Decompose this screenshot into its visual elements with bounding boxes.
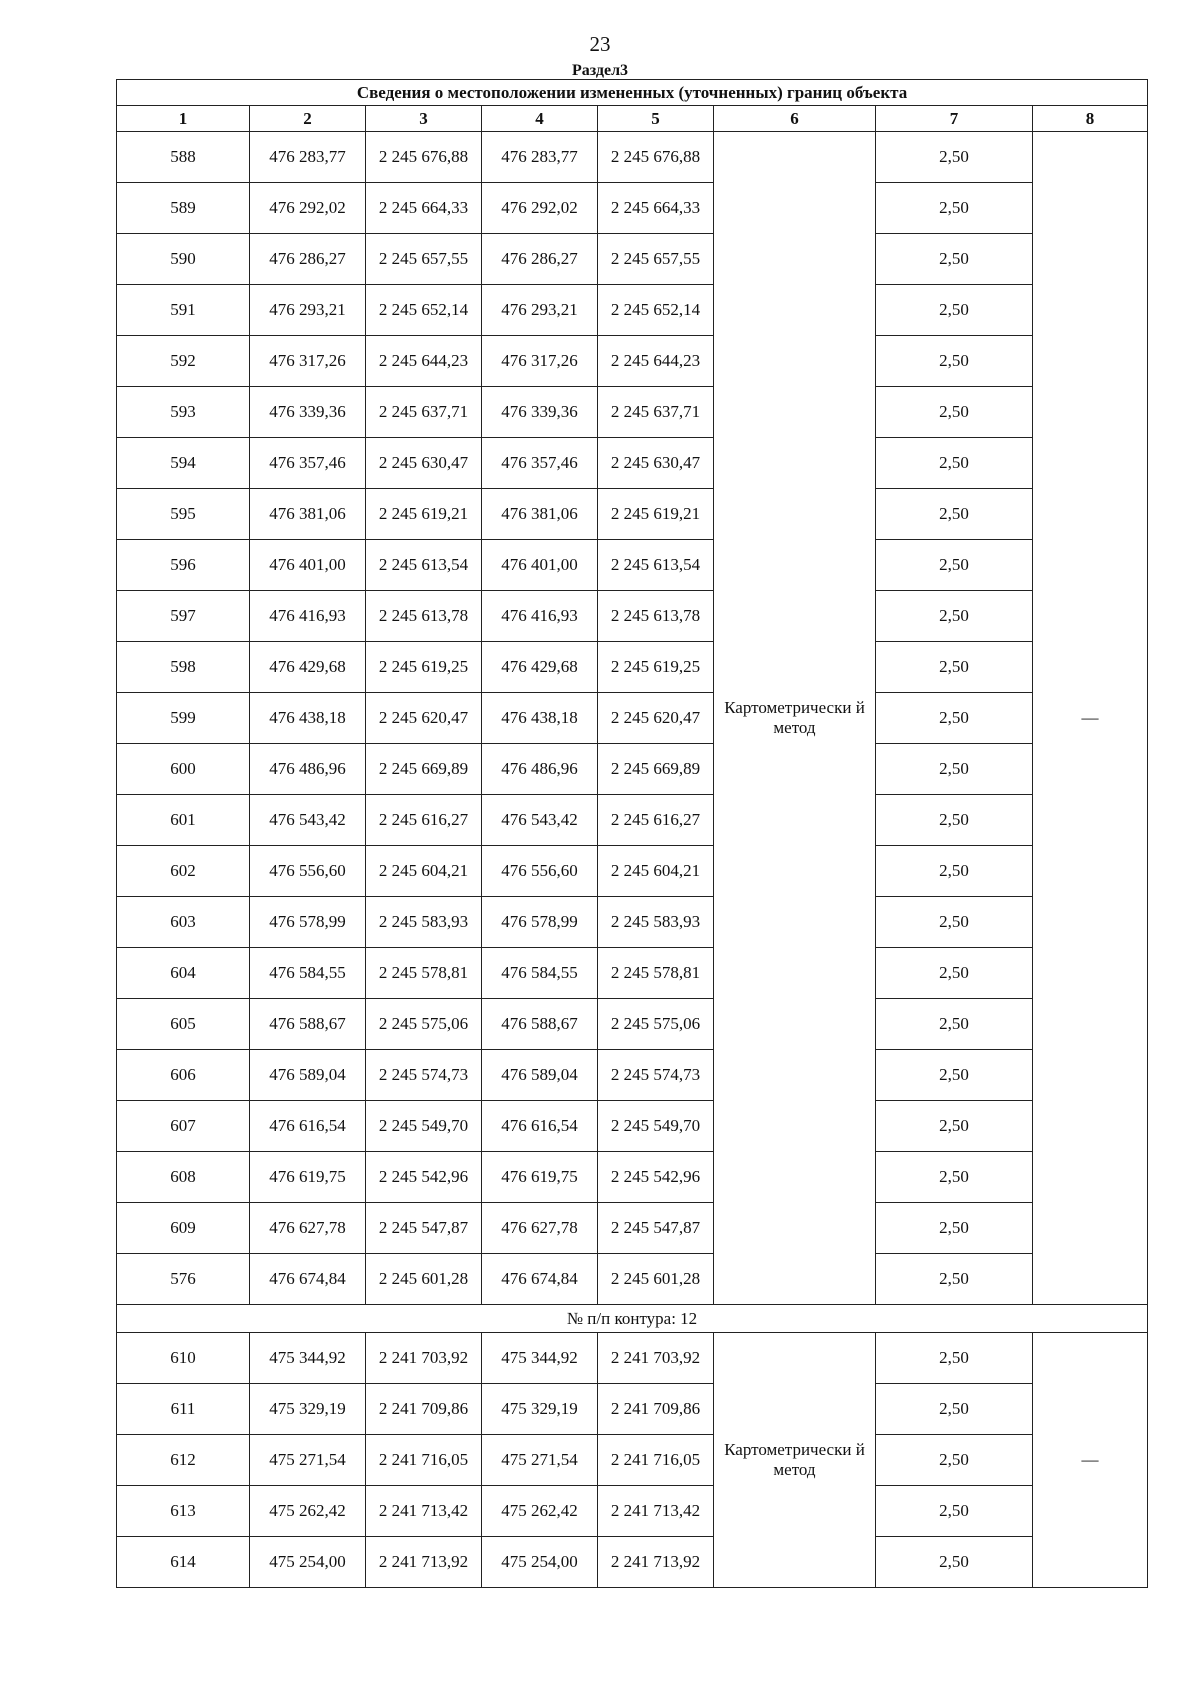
- contour-label: № п/п контура: 12: [117, 1305, 1148, 1333]
- table-row: [117, 132, 1148, 183]
- method-cell: Картометрически й метод: [714, 1333, 876, 1588]
- y-new-cell: 2 245 620,47: [598, 693, 714, 744]
- x-old-cell: 476 292,02: [250, 183, 366, 234]
- x-old-cell: 476 416,93: [250, 591, 366, 642]
- point-number-cell: 608: [117, 1152, 250, 1203]
- x-old-cell: 476 589,04: [250, 1050, 366, 1101]
- column-number: 5: [598, 106, 714, 132]
- y-new-cell: 2 245 669,89: [598, 744, 714, 795]
- table-row: [117, 897, 1148, 948]
- x-old-cell: 475 344,92: [250, 1333, 366, 1384]
- accuracy-cell: 2,50: [876, 1333, 1033, 1384]
- x-new-cell: 475 271,54: [482, 1435, 598, 1486]
- x-old-cell: 476 616,54: [250, 1101, 366, 1152]
- accuracy-cell: 2,50: [876, 1384, 1033, 1435]
- y-new-cell: 2 245 604,21: [598, 846, 714, 897]
- y-old-cell: 2 241 709,86: [366, 1384, 482, 1435]
- accuracy-cell: 2,50: [876, 642, 1033, 693]
- y-old-cell: 2 241 703,92: [366, 1333, 482, 1384]
- y-new-cell: 2 245 574,73: [598, 1050, 714, 1101]
- y-new-cell: 2 245 613,78: [598, 591, 714, 642]
- table-row: [117, 846, 1148, 897]
- x-new-cell: 475 329,19: [482, 1384, 598, 1435]
- accuracy-cell: 2,50: [876, 1101, 1033, 1152]
- page-number: 23: [589, 32, 611, 56]
- y-old-cell: 2 245 619,21: [366, 489, 482, 540]
- x-old-cell: 476 438,18: [250, 693, 366, 744]
- y-old-cell: 2 245 620,47: [366, 693, 482, 744]
- contour-row: [117, 1305, 1148, 1333]
- x-old-cell: 476 627,78: [250, 1203, 366, 1254]
- point-number-cell: 609: [117, 1203, 250, 1254]
- point-number-cell: 593: [117, 387, 250, 438]
- x-new-cell: 476 578,99: [482, 897, 598, 948]
- x-old-cell: 476 381,06: [250, 489, 366, 540]
- point-number-cell: 612: [117, 1435, 250, 1486]
- x-new-cell: 476 429,68: [482, 642, 598, 693]
- accuracy-cell: 2,50: [876, 489, 1033, 540]
- x-new-cell: 476 584,55: [482, 948, 598, 999]
- x-old-cell: 476 283,77: [250, 132, 366, 183]
- y-new-cell: 2 245 652,14: [598, 285, 714, 336]
- column-number: 1: [117, 106, 250, 132]
- x-new-cell: 476 381,06: [482, 489, 598, 540]
- point-number-cell: 589: [117, 183, 250, 234]
- accuracy-cell: 2,50: [876, 1203, 1033, 1254]
- y-old-cell: 2 245 669,89: [366, 744, 482, 795]
- table-row: [117, 693, 1148, 744]
- y-new-cell: 2 245 657,55: [598, 234, 714, 285]
- y-new-cell: 2 245 644,23: [598, 336, 714, 387]
- point-number-cell: 601: [117, 795, 250, 846]
- x-new-cell: 476 438,18: [482, 693, 598, 744]
- table-row: [117, 1203, 1148, 1254]
- accuracy-cell: 2,50: [876, 1435, 1033, 1486]
- point-number-cell: 597: [117, 591, 250, 642]
- y-new-cell: 2 245 578,81: [598, 948, 714, 999]
- table-row: [117, 1537, 1148, 1588]
- point-number-cell: 598: [117, 642, 250, 693]
- column-number: 3: [366, 106, 482, 132]
- x-new-cell: 476 556,60: [482, 846, 598, 897]
- y-old-cell: 2 245 652,14: [366, 285, 482, 336]
- accuracy-cell: 2,50: [876, 999, 1033, 1050]
- table-row: [117, 336, 1148, 387]
- y-new-cell: 2 245 601,28: [598, 1254, 714, 1305]
- x-new-cell: 475 254,00: [482, 1537, 598, 1588]
- table-row: [117, 1333, 1148, 1384]
- x-new-cell: 476 627,78: [482, 1203, 598, 1254]
- x-new-cell: 476 588,67: [482, 999, 598, 1050]
- point-number-cell: 606: [117, 1050, 250, 1101]
- point-number-cell: 599: [117, 693, 250, 744]
- y-old-cell: 2 245 657,55: [366, 234, 482, 285]
- section-title: Раздел3: [571, 62, 629, 79]
- x-old-cell: 476 486,96: [250, 744, 366, 795]
- y-old-cell: 2 241 716,05: [366, 1435, 482, 1486]
- table-row: [117, 1050, 1148, 1101]
- y-old-cell: 2 245 613,78: [366, 591, 482, 642]
- x-new-cell: 476 293,21: [482, 285, 598, 336]
- x-old-cell: 476 674,84: [250, 1254, 366, 1305]
- y-new-cell: 2 245 549,70: [598, 1101, 714, 1152]
- point-number-cell: 613: [117, 1486, 250, 1537]
- x-new-cell: 476 543,42: [482, 795, 598, 846]
- y-new-cell: 2 245 630,47: [598, 438, 714, 489]
- y-old-cell: 2 245 637,71: [366, 387, 482, 438]
- accuracy-cell: 2,50: [876, 1254, 1033, 1305]
- accuracy-cell: 2,50: [876, 438, 1033, 489]
- table-row: [117, 1486, 1148, 1537]
- y-new-cell: 2 241 709,86: [598, 1384, 714, 1435]
- table-row: [117, 591, 1148, 642]
- point-number-cell: 610: [117, 1333, 250, 1384]
- table-row: [117, 285, 1148, 336]
- x-old-cell: 475 262,42: [250, 1486, 366, 1537]
- y-new-cell: 2 241 703,92: [598, 1333, 714, 1384]
- point-number-cell: 595: [117, 489, 250, 540]
- accuracy-cell: 2,50: [876, 1486, 1033, 1537]
- x-new-cell: 476 286,27: [482, 234, 598, 285]
- accuracy-cell: 2,50: [876, 948, 1033, 999]
- x-old-cell: 476 317,26: [250, 336, 366, 387]
- y-new-cell: 2 245 619,25: [598, 642, 714, 693]
- x-new-cell: 476 616,54: [482, 1101, 598, 1152]
- y-old-cell: 2 245 575,06: [366, 999, 482, 1050]
- x-new-cell: 476 317,26: [482, 336, 598, 387]
- point-number-cell: 605: [117, 999, 250, 1050]
- y-new-cell: 2 245 547,87: [598, 1203, 714, 1254]
- y-new-cell: 2 245 664,33: [598, 183, 714, 234]
- y-old-cell: 2 245 578,81: [366, 948, 482, 999]
- point-number-cell: 604: [117, 948, 250, 999]
- x-old-cell: 476 584,55: [250, 948, 366, 999]
- accuracy-cell: 2,50: [876, 1537, 1033, 1588]
- y-new-cell: 2 245 542,96: [598, 1152, 714, 1203]
- y-new-cell: 2 245 616,27: [598, 795, 714, 846]
- table-row: [117, 1152, 1148, 1203]
- y-old-cell: 2 245 604,21: [366, 846, 482, 897]
- column-number: 6: [714, 106, 876, 132]
- table-row: [117, 234, 1148, 285]
- x-new-cell: 476 283,77: [482, 132, 598, 183]
- x-old-cell: 476 401,00: [250, 540, 366, 591]
- x-new-cell: 476 292,02: [482, 183, 598, 234]
- table-body: [117, 80, 1148, 1588]
- column-number: 8: [1033, 106, 1148, 132]
- x-new-cell: 476 674,84: [482, 1254, 598, 1305]
- x-new-cell: 476 357,46: [482, 438, 598, 489]
- y-old-cell: 2 241 713,92: [366, 1537, 482, 1588]
- x-old-cell: 476 293,21: [250, 285, 366, 336]
- y-old-cell: 2 245 542,96: [366, 1152, 482, 1203]
- x-old-cell: 476 619,75: [250, 1152, 366, 1203]
- table-caption-row: [117, 80, 1148, 106]
- point-number-cell: 592: [117, 336, 250, 387]
- table-row: [117, 183, 1148, 234]
- column-number-row: [117, 106, 1148, 132]
- y-old-cell: 2 245 676,88: [366, 132, 482, 183]
- x-new-cell: 475 344,92: [482, 1333, 598, 1384]
- x-old-cell: 476 543,42: [250, 795, 366, 846]
- accuracy-cell: 2,50: [876, 846, 1033, 897]
- y-old-cell: 2 245 664,33: [366, 183, 482, 234]
- accuracy-cell: 2,50: [876, 744, 1033, 795]
- table-row: [117, 744, 1148, 795]
- y-old-cell: 2 245 574,73: [366, 1050, 482, 1101]
- y-new-cell: 2 245 676,88: [598, 132, 714, 183]
- x-old-cell: 475 329,19: [250, 1384, 366, 1435]
- y-old-cell: 2 241 713,42: [366, 1486, 482, 1537]
- y-new-cell: 2 241 713,92: [598, 1537, 714, 1588]
- x-old-cell: 476 588,67: [250, 999, 366, 1050]
- accuracy-cell: 2,50: [876, 897, 1033, 948]
- y-old-cell: 2 245 644,23: [366, 336, 482, 387]
- table-row: [117, 1435, 1148, 1486]
- accuracy-cell: 2,50: [876, 693, 1033, 744]
- note-cell: —: [1033, 132, 1148, 1305]
- x-old-cell: 476 578,99: [250, 897, 366, 948]
- point-number-cell: 611: [117, 1384, 250, 1435]
- x-new-cell: 476 486,96: [482, 744, 598, 795]
- accuracy-cell: 2,50: [876, 1152, 1033, 1203]
- accuracy-cell: 2,50: [876, 285, 1033, 336]
- point-number-cell: 588: [117, 132, 250, 183]
- table-row: [117, 1384, 1148, 1435]
- table-row: [117, 489, 1148, 540]
- x-old-cell: 476 556,60: [250, 846, 366, 897]
- y-old-cell: 2 245 616,27: [366, 795, 482, 846]
- accuracy-cell: 2,50: [876, 183, 1033, 234]
- y-new-cell: 2 241 716,05: [598, 1435, 714, 1486]
- table-caption: Сведения о местоположении измененных (уточненных) границ объекта: [117, 80, 1148, 106]
- accuracy-cell: 2,50: [876, 1050, 1033, 1101]
- accuracy-cell: 2,50: [876, 234, 1033, 285]
- point-number-cell: 596: [117, 540, 250, 591]
- note-cell: —: [1033, 1333, 1148, 1588]
- y-new-cell: 2 245 575,06: [598, 999, 714, 1050]
- table-row: [117, 642, 1148, 693]
- accuracy-cell: 2,50: [876, 591, 1033, 642]
- accuracy-cell: 2,50: [876, 540, 1033, 591]
- table-row: [117, 1101, 1148, 1152]
- table-row: [117, 999, 1148, 1050]
- coordinates-table: [116, 79, 1148, 1588]
- x-new-cell: 476 619,75: [482, 1152, 598, 1203]
- x-new-cell: 476 401,00: [482, 540, 598, 591]
- method-cell: Картометрически й метод: [714, 132, 876, 1305]
- y-old-cell: 2 245 583,93: [366, 897, 482, 948]
- x-old-cell: 475 254,00: [250, 1537, 366, 1588]
- x-old-cell: 476 286,27: [250, 234, 366, 285]
- y-old-cell: 2 245 549,70: [366, 1101, 482, 1152]
- point-number-cell: 602: [117, 846, 250, 897]
- point-number-cell: 603: [117, 897, 250, 948]
- table-row: [117, 438, 1148, 489]
- point-number-cell: 594: [117, 438, 250, 489]
- column-number: 7: [876, 106, 1033, 132]
- x-new-cell: 476 416,93: [482, 591, 598, 642]
- x-old-cell: 476 429,68: [250, 642, 366, 693]
- point-number-cell: 607: [117, 1101, 250, 1152]
- x-new-cell: 476 589,04: [482, 1050, 598, 1101]
- y-old-cell: 2 245 613,54: [366, 540, 482, 591]
- accuracy-cell: 2,50: [876, 336, 1033, 387]
- x-old-cell: 476 357,46: [250, 438, 366, 489]
- column-number: 4: [482, 106, 598, 132]
- table-row: [117, 1254, 1148, 1305]
- y-new-cell: 2 245 637,71: [598, 387, 714, 438]
- table-row: [117, 540, 1148, 591]
- column-number: 2: [250, 106, 366, 132]
- table-row: [117, 387, 1148, 438]
- y-old-cell: 2 245 619,25: [366, 642, 482, 693]
- accuracy-cell: 2,50: [876, 132, 1033, 183]
- y-old-cell: 2 245 601,28: [366, 1254, 482, 1305]
- accuracy-cell: 2,50: [876, 387, 1033, 438]
- point-number-cell: 590: [117, 234, 250, 285]
- point-number-cell: 591: [117, 285, 250, 336]
- x-old-cell: 476 339,36: [250, 387, 366, 438]
- y-old-cell: 2 245 547,87: [366, 1203, 482, 1254]
- x-new-cell: 475 262,42: [482, 1486, 598, 1537]
- point-number-cell: 600: [117, 744, 250, 795]
- accuracy-cell: 2,50: [876, 795, 1033, 846]
- table-row: [117, 795, 1148, 846]
- x-old-cell: 475 271,54: [250, 1435, 366, 1486]
- y-new-cell: 2 241 713,42: [598, 1486, 714, 1537]
- point-number-cell: 614: [117, 1537, 250, 1588]
- x-new-cell: 476 339,36: [482, 387, 598, 438]
- point-number-cell: 576: [117, 1254, 250, 1305]
- y-new-cell: 2 245 583,93: [598, 897, 714, 948]
- y-old-cell: 2 245 630,47: [366, 438, 482, 489]
- table-row: [117, 948, 1148, 999]
- y-new-cell: 2 245 619,21: [598, 489, 714, 540]
- y-new-cell: 2 245 613,54: [598, 540, 714, 591]
